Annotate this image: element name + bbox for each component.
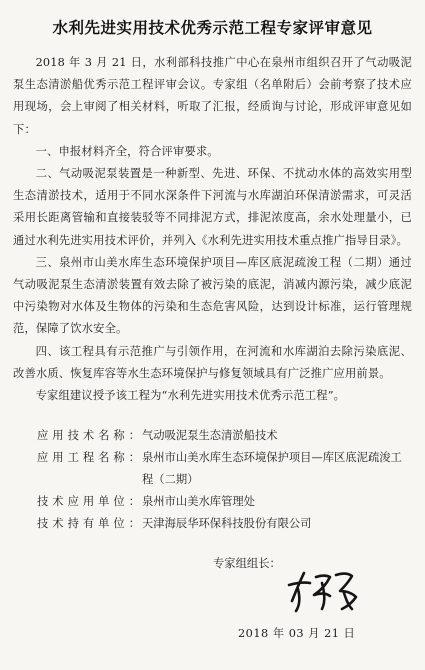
document-date: 2018 年 03 月 21 日 — [238, 627, 356, 640]
meta-value: 天津海辰华环保科技股份有限公司 — [142, 517, 312, 531]
paragraph-intro: 2018 年 3 月 21 日，水利部科技推广中心在泉州市组织召开了气动吸泥泵生态清淤船优秀示范工程评审会议。专家组（名单附后）会前考察了技术应用现场，会上审阅了相关材料，听取了汇报，经质询与讨论，形成评审意见如下： — [13, 56, 412, 136]
meta-row-technology — [37, 425, 412, 447]
handwritten-signature — [286, 563, 366, 615]
meta-row-application-unit — [37, 491, 412, 513]
group-leader-label: 专家组组长： — [213, 557, 281, 571]
meta-value: 气动吸泥泵生态清淤船技术 — [142, 429, 278, 443]
meta-value: 泉州市山美水库生态环境保护项目—库区底泥疏浚工程（二期） — [142, 451, 402, 487]
project-info — [13, 425, 412, 535]
meta-row-owner-unit — [37, 513, 412, 535]
meta-label: 应用工程名称： — [37, 451, 140, 465]
paragraph-point-4: 四、该工程具有示范推广与引领作用，在河流和水库湖泊去除污染底泥、改善水质、恢复库容等水生态环境保护与修复领域具有广泛推广应用前景。 — [13, 344, 412, 380]
paragraph-point-3: 三、泉州市山美水库生态环境保护项目—库区底泥疏浚工程（二期）通过气动吸泥泵生态清淤装置有效去除了被污染的底泥，消减内源污染，减少底泥中污染物对水体及生物体的污染和生态危害风险，达到设计标准，运行管理规范，保障了饮水安全。 — [13, 255, 412, 336]
meta-row-project — [37, 447, 412, 491]
meta-value: 泉州市山美水库管理处 — [142, 495, 255, 509]
paragraph-recommendation: 专家组建议授予该工程为“水利先进实用技术优秀示范工程”。 — [35, 389, 346, 403]
paragraph-point-1: 一、申报材料齐全，符合评审要求。 — [35, 144, 219, 158]
document-title: 水利先进实用技术优秀示范工程专家评审意见 — [52, 19, 373, 37]
meta-label: 应用技术名称： — [37, 429, 140, 443]
paragraph-point-2: 二、气动吸泥泵装置是一种新型、先进、环保、不扰动水体的高效实用型生态清淤技术，适用于不同水深条件下河流与水库湖泊环保清淤需求，可灵活采用长距离管输和直接装驳等不同排泥方式，排泥浓度高，余水处理量小，已通过水利先进实用技术评价，并列入《水利先进实用技术重点推广指导目录》。 — [13, 167, 412, 247]
meta-label: 技术应用单位： — [37, 495, 140, 509]
meta-label: 技术持有单位： — [37, 517, 140, 531]
